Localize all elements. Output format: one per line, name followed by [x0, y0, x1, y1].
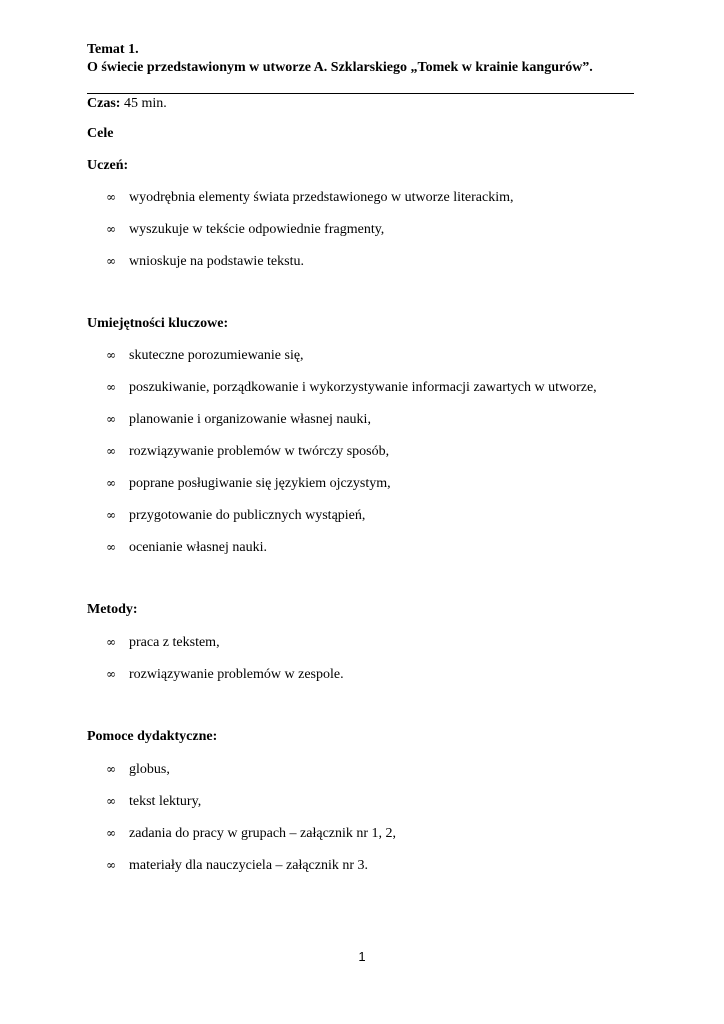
infinity-bullet-icon: ∞	[106, 254, 116, 268]
infinity-bullet-icon: ∞	[106, 476, 116, 490]
list-item-text: materiały dla nauczyciela – załącznik nr 3.	[129, 858, 369, 873]
time-label: Czas:	[87, 96, 121, 111]
list-item	[106, 665, 344, 684]
key-skills-heading: Umiejętności kluczowe:	[87, 316, 229, 331]
infinity-bullet-icon: ∞	[106, 858, 116, 872]
topic-title: O świecie przedstawionym w utworze A. Szklarskiego „Tomek w krainie kangurów”.	[87, 60, 593, 75]
list-item	[106, 252, 304, 271]
infinity-bullet-icon: ∞	[106, 826, 116, 840]
infinity-bullet-icon: ∞	[106, 794, 116, 808]
goals-heading: Cele	[87, 126, 114, 141]
list-item-text: poprane posługiwanie się językiem ojczystym,	[129, 476, 391, 491]
list-item	[106, 792, 201, 811]
student-heading: Uczeń:	[87, 158, 129, 173]
list-item	[106, 378, 597, 397]
list-item-text: rozwiązywanie problemów w zespole.	[129, 667, 344, 682]
infinity-bullet-icon: ∞	[106, 540, 116, 554]
infinity-bullet-icon: ∞	[106, 508, 116, 522]
infinity-bullet-icon: ∞	[106, 412, 116, 426]
list-item-text: zadania do pracy w grupach – załącznik nr 1, 2,	[129, 826, 397, 841]
topic-number: Temat 1.	[87, 42, 139, 57]
list-item-text: poszukiwanie, porządkowanie i wykorzystywanie informacji zawartych w utworze,	[129, 380, 597, 395]
infinity-bullet-icon: ∞	[106, 348, 116, 362]
infinity-bullet-icon: ∞	[106, 222, 116, 236]
header-divider	[87, 93, 634, 94]
infinity-bullet-icon: ∞	[106, 667, 116, 681]
list-item-text: wyszukuje w tekście odpowiednie fragmenty,	[129, 222, 385, 237]
infinity-bullet-icon: ∞	[106, 380, 116, 394]
list-item	[106, 220, 384, 239]
list-item	[106, 760, 170, 779]
list-item	[106, 856, 368, 875]
list-item-text: wnioskuje na podstawie tekstu.	[129, 254, 304, 269]
list-item	[106, 346, 304, 365]
time-value: 45 min.	[120, 96, 167, 111]
infinity-bullet-icon: ∞	[106, 762, 116, 776]
list-item-text: ocenianie własnej nauki.	[129, 540, 268, 555]
list-item-text: praca z tekstem,	[129, 635, 220, 650]
list-item	[106, 442, 389, 461]
list-item	[106, 506, 365, 525]
list-item	[106, 188, 513, 207]
list-item-text: globus,	[129, 762, 170, 777]
list-item-text: planowanie i organizowanie własnej nauki,	[129, 412, 371, 427]
document-header	[87, 41, 635, 77]
infinity-bullet-icon: ∞	[106, 190, 116, 204]
list-item-text: tekst lektury,	[129, 794, 202, 809]
page-number: 1	[358, 949, 366, 964]
list-item	[106, 824, 396, 843]
lesson-time	[87, 95, 167, 113]
teaching-aids-heading: Pomoce dydaktyczne:	[87, 729, 218, 744]
list-item-text: skuteczne porozumiewanie się,	[129, 348, 304, 363]
list-item	[106, 474, 391, 493]
list-item	[106, 410, 371, 429]
methods-heading: Metody:	[87, 602, 138, 617]
list-item	[106, 538, 267, 557]
infinity-bullet-icon: ∞	[106, 635, 116, 649]
list-item	[106, 633, 220, 652]
list-item-text: wyodrębnia elementy świata przedstawionego w utworze literackim,	[129, 190, 514, 205]
infinity-bullet-icon: ∞	[106, 444, 116, 458]
list-item-text: rozwiązywanie problemów w twórczy sposób,	[129, 444, 390, 459]
list-item-text: przygotowanie do publicznych wystąpień,	[129, 508, 366, 523]
